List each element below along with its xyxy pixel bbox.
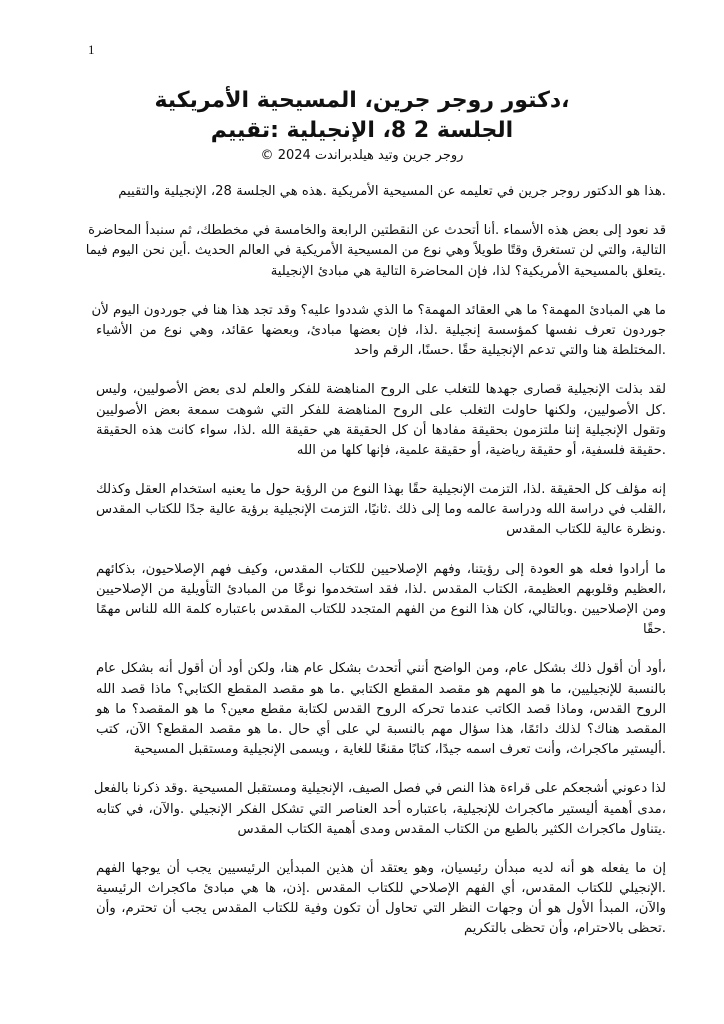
text-line: .حقًا xyxy=(642,622,666,638)
text-line: الروح القدس، وماذا قصد الكاتب عندما تحركه الروح القدس لكتابة مقطع معين؟ ما هو المقصد؟ ما هو xyxy=(96,701,666,717)
text-line: ،مدى أهمية أليستير ماكجراث للإنجيلية، باعتباره أحد العناصر التي تشكل الفكر الإنجيلي .والآن، في كتابه xyxy=(96,801,666,817)
text-line: .ونظرة عالية للكتاب المقدس xyxy=(506,522,666,538)
text-line: .يتعلق بالمسيحية الأمريكية؟ لذا، فإن المحاضرة التالية هي مبادئ الإنجيلية xyxy=(270,263,666,279)
paragraph xyxy=(96,560,666,641)
text-line: .الإنجيلي للكتاب المقدس، أي الفهم الإصلاحي للكتاب المقدس .إذن، ها هي مبادئ ماكجراث الرئيسية xyxy=(96,881,666,897)
author-copyright: روجر جرين وتيد هيلدبراندت 2024 © xyxy=(260,148,464,163)
text-line: بالنسبة للإنجيليين، ما هو المهم هو مقصد المقطع الكتابي .ما هو مقصد المقطع الكتابي؟ ماذا قصد الله xyxy=(96,681,666,697)
text-line: لذا دعوني أشجعكم على قراءة هذا النص في فصل الصيف، الإنجيلية ومستقبل المسيحية .وقد ذكرنا بالفعل xyxy=(93,781,666,797)
text-line: ومن الإصلاحيين .وبالتالي، كان هذا النوع من الفهم المتجدد للكتاب المقدس باعتباره كلمة الله للناس مهمًا xyxy=(96,602,666,617)
text-line: .أليستير ماكجراث، وأنت تعرف اسمه جيدًا، كتابًا مقنعًا للغاية ، ويسمى الإنجيلية ومستقبل المسيحية xyxy=(133,742,666,758)
text-line: .كل الأصوليين، ولكنها حاولت التغلب على الروح المناهضة للفكر التي شوهت سمعة بعض الأصوليين xyxy=(96,402,666,418)
paragraph xyxy=(91,301,666,362)
paragraph xyxy=(93,779,666,840)
text-line: ما هي المبادئ المهمة؟ ما هي العقائد المهمة؟ ما الذي شددوا عليه؟ وقد تجد هذا هنا في جوردون اليوم لأن xyxy=(91,302,666,318)
text-line: إنه مؤلف كل الحقيقة .لذا، التزمت الإنجيلية حقًا بهذا النوع من الرؤية حول ما يعنيه استخدام العقل وكذلك xyxy=(96,482,666,498)
paragraph xyxy=(96,380,666,461)
paragraph xyxy=(96,859,666,940)
text-line: قد نعود إلى بعض هذه الأسماء .أنا أتحدث عن النقطتين الرابعة والخامسة في مخططك، ثم سنبدأ المحاضرة xyxy=(88,223,666,239)
text-line: .يتناول ماكجراث الكثير بالطبع من الكتاب المقدس ومدى أهمية الكتاب المقدس xyxy=(237,821,666,837)
title-line: الجلسة 2 8، الإنجيلية :تقييم xyxy=(210,118,514,143)
text-line: وتقول الإنجيلية إننا ملتزمون بحقيقة مفادها أن كل الحقيقة هي حقيقة الله .لذا، سواء كانت هذه الحقيقة xyxy=(96,422,666,438)
paragraph xyxy=(96,659,666,760)
text-line: والآن، المبدأ الأول هو أن وجهات النظر التي تحاول أن تكون وفية للكتاب المقدس يجب أن تحترم، وأن xyxy=(96,901,666,917)
text-line: ما أرادوا فعله هو العودة إلى رؤيتنا، وفهم الإصلاحيين للكتاب المقدس، وكيف فهم الإصلاحيون، بذكائهم xyxy=(96,561,666,577)
title-line: ،دكتور روجر جرين، المسيحية الأمريكية xyxy=(154,88,570,113)
text-line: المقصد هناك؟ لذلك دائمًا، هذا سؤال مهم بالنسبة لي على أي حال .ما هو مقصد المقطع؟ الآن، كتب xyxy=(96,721,666,737)
text-line: التالية، والتي لن تستغرق وقتًا طويلاً وهي نوع من المسيحية الأمريكية في العالم الحديث .أين نحن اليوم فيما xyxy=(85,243,666,259)
paragraph xyxy=(96,480,666,541)
text-line: .حقيقة فلسفية، أو حقيقة رياضية، أو حقيقة علمية، فإنها كلها من الله xyxy=(296,442,666,458)
text-line: لقد بذلت الإنجيلية قصارى جهدها للتغلب على الروح المناهضة للفكر والعلم لدى بعض الأصوليين، وليس xyxy=(96,382,666,398)
text-line: إن ما يفعله هو أنه لديه مبدأن رئيسيان، وهو يعتقد أن هذين المبدأين الرئيسيين يجب أن يوجها الفهم xyxy=(96,860,666,876)
text-line: ،العظيم وقلوبهم العظيمة، الكتاب المقدس .لذا، فقد استخدموا نوعًا من المبادئ التأويلية من الإصلاحيين xyxy=(96,581,666,597)
text-line: .تحظى بالاحترام، وأن تحظى بالتكريم xyxy=(463,921,666,937)
text-line: .هذا هو الدكتور روجر جرين في تعليمه عن المسيحية الأمريكية .هذه هي الجلسة 28، الإنجيلية والتقييم xyxy=(118,184,666,199)
document-title xyxy=(60,86,664,146)
page-number: 1 xyxy=(88,42,95,57)
text-line: .المختلطة هنا والتي تدعم الإنجيلية حقًا .حسنًا، الرقم واحد xyxy=(353,343,666,359)
document-body xyxy=(85,182,666,959)
text-line: ،أود أن أقول ذلك بشكل عام، ومن الواضح أنني أتحدث بشكل عام هنا، ولكن أود أن أقول أنه بشكل عام xyxy=(96,661,666,677)
paragraph xyxy=(85,221,666,282)
text-line: جوردون تعرف نفسها كمؤسسة إنجيلية .لذا، فإن بعضها مبادئ، وبعضها عقائد، وهي نوع من الأشياء xyxy=(96,322,666,338)
text-line: ،القلب في دراسة الله ودراسة عالمه وما إلى ذلك .ثانيًا، التزمت الإنجيلية برؤية عالية جدًا للكتاب المقدس xyxy=(96,502,666,518)
paragraph xyxy=(96,182,666,202)
